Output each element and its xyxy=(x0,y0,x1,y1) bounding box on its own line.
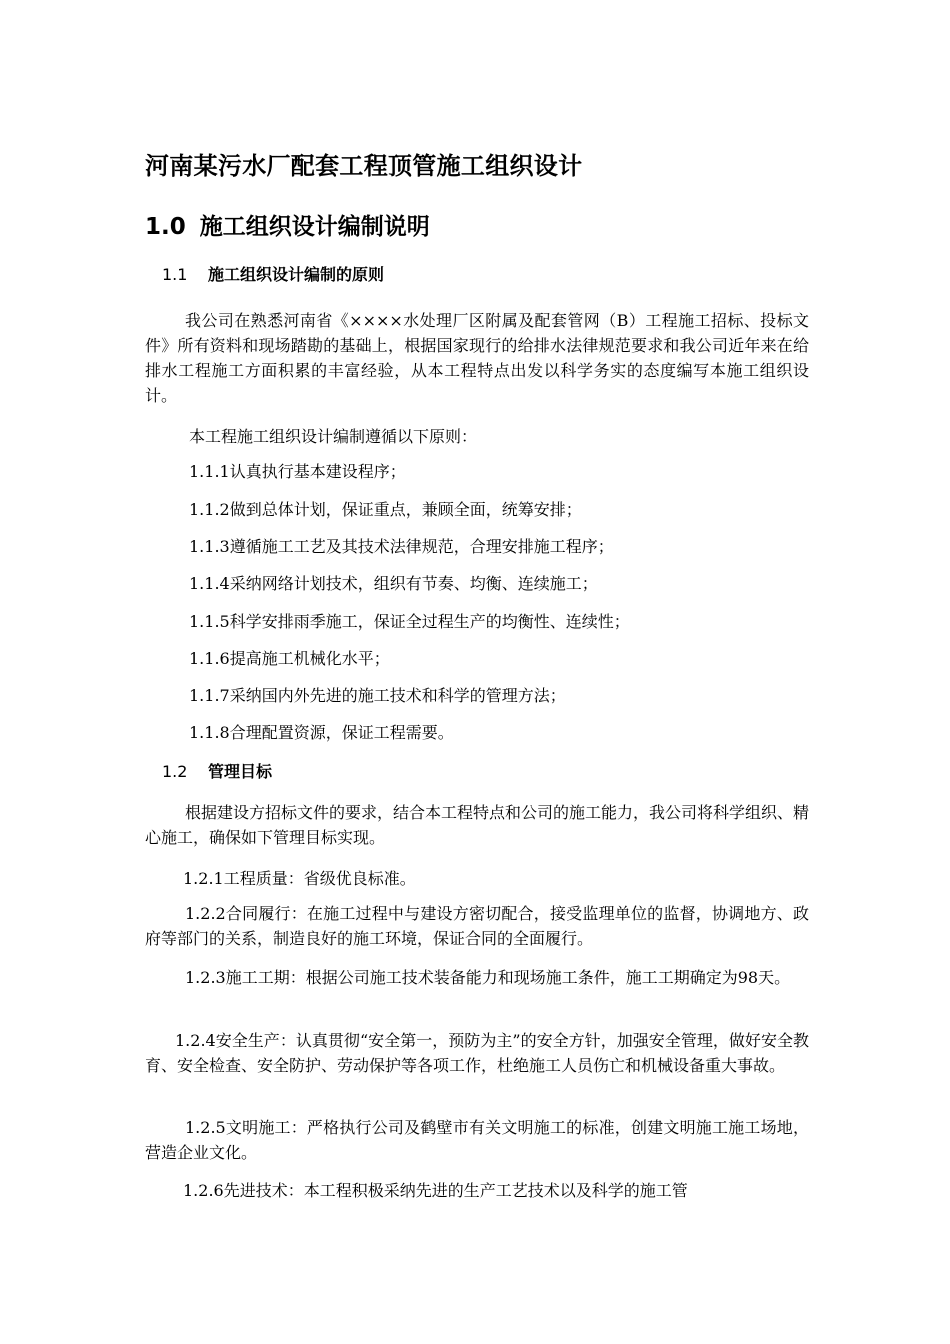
subsection-number: 1.1 xyxy=(162,265,188,284)
goal-item: 1.2.2合同履行：在施工过程中与建设方密切配合，接受监理单位的监督，协调地方、政府等部门的关系，制造良好的施工环境，保证合同的全面履行。 xyxy=(145,904,809,948)
goal-item: 1.2.5文明施工：严格执行公司及鹤壁市有关文明施工的标准，创建文明施工施工场地，营造企业文化。 xyxy=(145,1118,809,1162)
goal-item: 1.2.4安全生产：认真贯彻“安全第一，预防为主”的安全方针，加强安全管理，做好安全教育、安全检查、安全防护、劳动保护等各项工作，杜绝施工人员伤亡和机械设备重大事故。 xyxy=(145,1031,809,1075)
principle-item: 1.1.2做到总体计划，保证重点，兼顾全面，统筹安排； xyxy=(189,500,582,519)
goals-paragraph: 根据建设方招标文件的要求，结合本工程特点和公司的施工能力，我公司将科学组织、精心施工，确保如下管理目标实现。 xyxy=(145,803,810,847)
subsection-title: 管理目标 xyxy=(208,762,273,781)
section-heading-1-2 xyxy=(162,759,272,782)
section-title: 施工组织设计编制说明 xyxy=(199,214,430,240)
principle-item: 1.1.3遵循施工工艺及其技术法律规范，合理安排施工程序； xyxy=(189,537,614,556)
section-heading-1-1 xyxy=(162,262,384,285)
principle-item: 1.1.4采纳网络计划技术，组织有节奏、均衡、连续施工； xyxy=(189,574,598,593)
subsection-number: 1.2 xyxy=(162,762,188,781)
goal-item: 1.2.6先进技术：本工程积极采纳先进的生产工艺技术以及科学的施工管 xyxy=(183,1181,688,1200)
principle-item: 1.1.6提高施工机械化水平； xyxy=(189,649,390,668)
document-title: 河南某污水厂配套工程顶管施工组织设计 xyxy=(145,152,583,180)
section-heading-1-0 xyxy=(145,208,430,241)
section-number: 1.0 xyxy=(145,214,186,240)
subsection-title: 施工组织设计编制的原则 xyxy=(208,265,385,284)
principle-item: 1.1.5科学安排雨季施工，保证全过程生产的均衡性、连续性； xyxy=(189,612,630,631)
goal-item: 1.2.3施工工期：根据公司施工技术装备能力和现场施工条件，施工工期确定为98天。 xyxy=(185,968,791,987)
principle-item: 1.1.7采纳国内外先进的施工技术和科学的管理方法； xyxy=(189,686,566,705)
principle-item: 1.1.1认真执行基本建设程序； xyxy=(189,462,406,481)
principles-intro: 本工程施工组织设计编制遵循以下原则： xyxy=(189,427,478,446)
principle-item: 1.1.8合理配置资源，保证工程需要。 xyxy=(189,723,454,742)
principles-paragraph: 我公司在熟悉河南省《××××水处理厂区附属及配套管网（B）工程施工招标、投标文件》所有资料和现场踏勘的基础上，根据国家现行的给排水法律规范要求和我公司近年来在给排水工程施工方面积累的丰富经验，从本工程特点出发以科学务实的态度编写本施工组织设计。 xyxy=(145,311,809,405)
goal-item: 1.2.1工程质量：省级优良标准。 xyxy=(183,869,416,888)
